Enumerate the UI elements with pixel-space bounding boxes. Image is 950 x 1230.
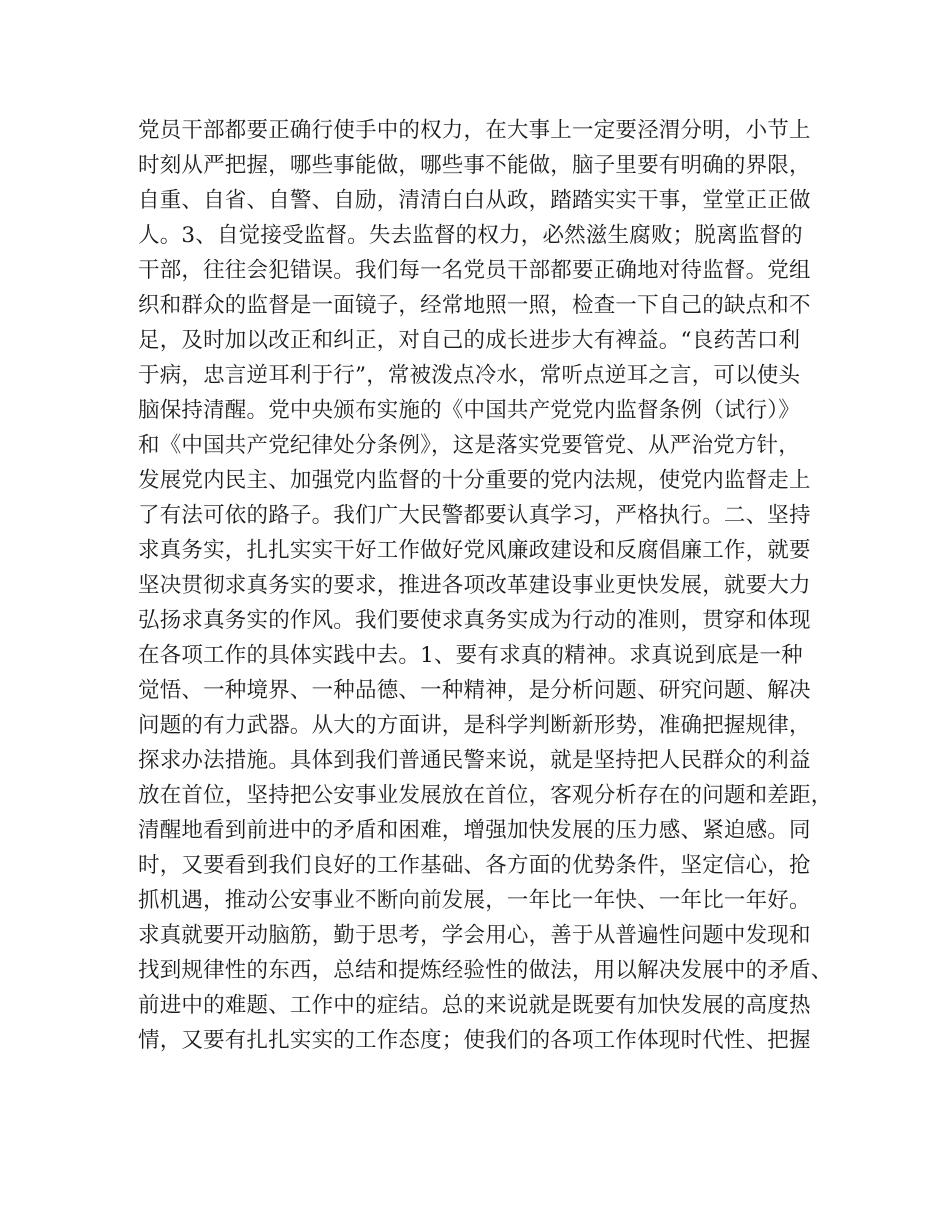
text-line: 自重、自省、自警、自励，清清白白从政，踏踏实实干事，堂堂正正做 <box>138 188 811 213</box>
text-line: 在各项工作的具体实践中去。1、要有求真的精神。求真说到底是一种 <box>138 643 803 668</box>
text-line: 觉悟、一种境界、一种品德、一种精神，是分析问题、研究问题、解决 <box>138 678 811 703</box>
body-text <box>138 113 833 1058</box>
text-line: 发展党内民主、加强党内监督的十分重要的党内法规，使党内监督走上 <box>138 468 811 493</box>
text-line: 求真务实，扎扎实实干好工作做好党风廉政建设和反腐倡廉工作，就要 <box>138 538 811 563</box>
text-line: 放在首位，坚持把公安事业发展放在首位，客观分析存在的问题和差距， <box>138 783 833 808</box>
text-line: 了有法可依的路子。我们广大民警都要认真学习，严格执行。二、坚持 <box>138 503 811 528</box>
text-line: 清醒地看到前进中的矛盾和困难，增强加快发展的压力感、紧迫感。同 <box>138 818 811 843</box>
text-line: 时，又要看到我们良好的工作基础、各方面的优势条件，坚定信心，抢 <box>138 853 811 878</box>
text-line: 和《中国共产党纪律处分条例》，这是落实党要管党、从严治党方针， <box>138 433 800 458</box>
text-line: 弘扬求真务实的作风。我们要使求真务实成为行动的准则，贯穿和体现 <box>138 608 811 633</box>
text-line: 坚决贯彻求真务实的要求，推进各项改革建设事业更快发展，就要大力 <box>138 573 811 598</box>
text-line: 足，及时加以改正和纠正，对自己的成长进步大有裨益。“良药苦口利 <box>138 328 801 353</box>
text-line: 干部，往往会犯错误。我们每一名党员干部都要正确地对待监督。党组 <box>138 258 811 283</box>
text-line: 于病，忠言逆耳利于行”，常被泼点冷水，常听点逆耳之言，可以使头 <box>138 363 801 388</box>
text-line: 抓机遇，推动公安事业不断向前发展，一年比一年快、一年比一年好。 <box>138 888 811 913</box>
text-line: 织和群众的监督是一面镜子，经常地照一照，检查一下自己的缺点和不 <box>138 293 811 318</box>
text-line: 问题的有力武器。从大的方面讲，是科学判断新形势，准确把握规律， <box>138 713 811 738</box>
text-line: 探求办法措施。具体到我们普通民警来说，就是坚持把人民群众的利益 <box>138 748 811 773</box>
text-line: 前进中的难题、工作中的症结。总的来说就是既要有加快发展的高度热 <box>138 993 811 1018</box>
text-line: 情，又要有扎扎实实的工作态度；使我们的各项工作体现时代性、把握 <box>138 1028 811 1053</box>
text-line: 时刻从严把握，哪些事能做，哪些事不能做，脑子里要有明确的界限， <box>138 153 811 178</box>
text-line: 人。3、自觉接受监督。失去监督的权力，必然滋生腐败；脱离监督的 <box>138 223 803 248</box>
text-line: 找到规律性的东西，总结和提炼经验性的做法，用以解决发展中的矛盾、 <box>138 958 833 983</box>
text-line: 党员干部都要正确行使手中的权力，在大事上一定要泾渭分明，小节上 <box>138 118 811 143</box>
text-line: 求真就要开动脑筋，勤于思考，学会用心，善于从普遍性问题中发现和 <box>138 923 811 948</box>
text-line: 脑保持清醒。党中央颁布实施的《中国共产党党内监督条例（试行）》 <box>138 398 800 423</box>
